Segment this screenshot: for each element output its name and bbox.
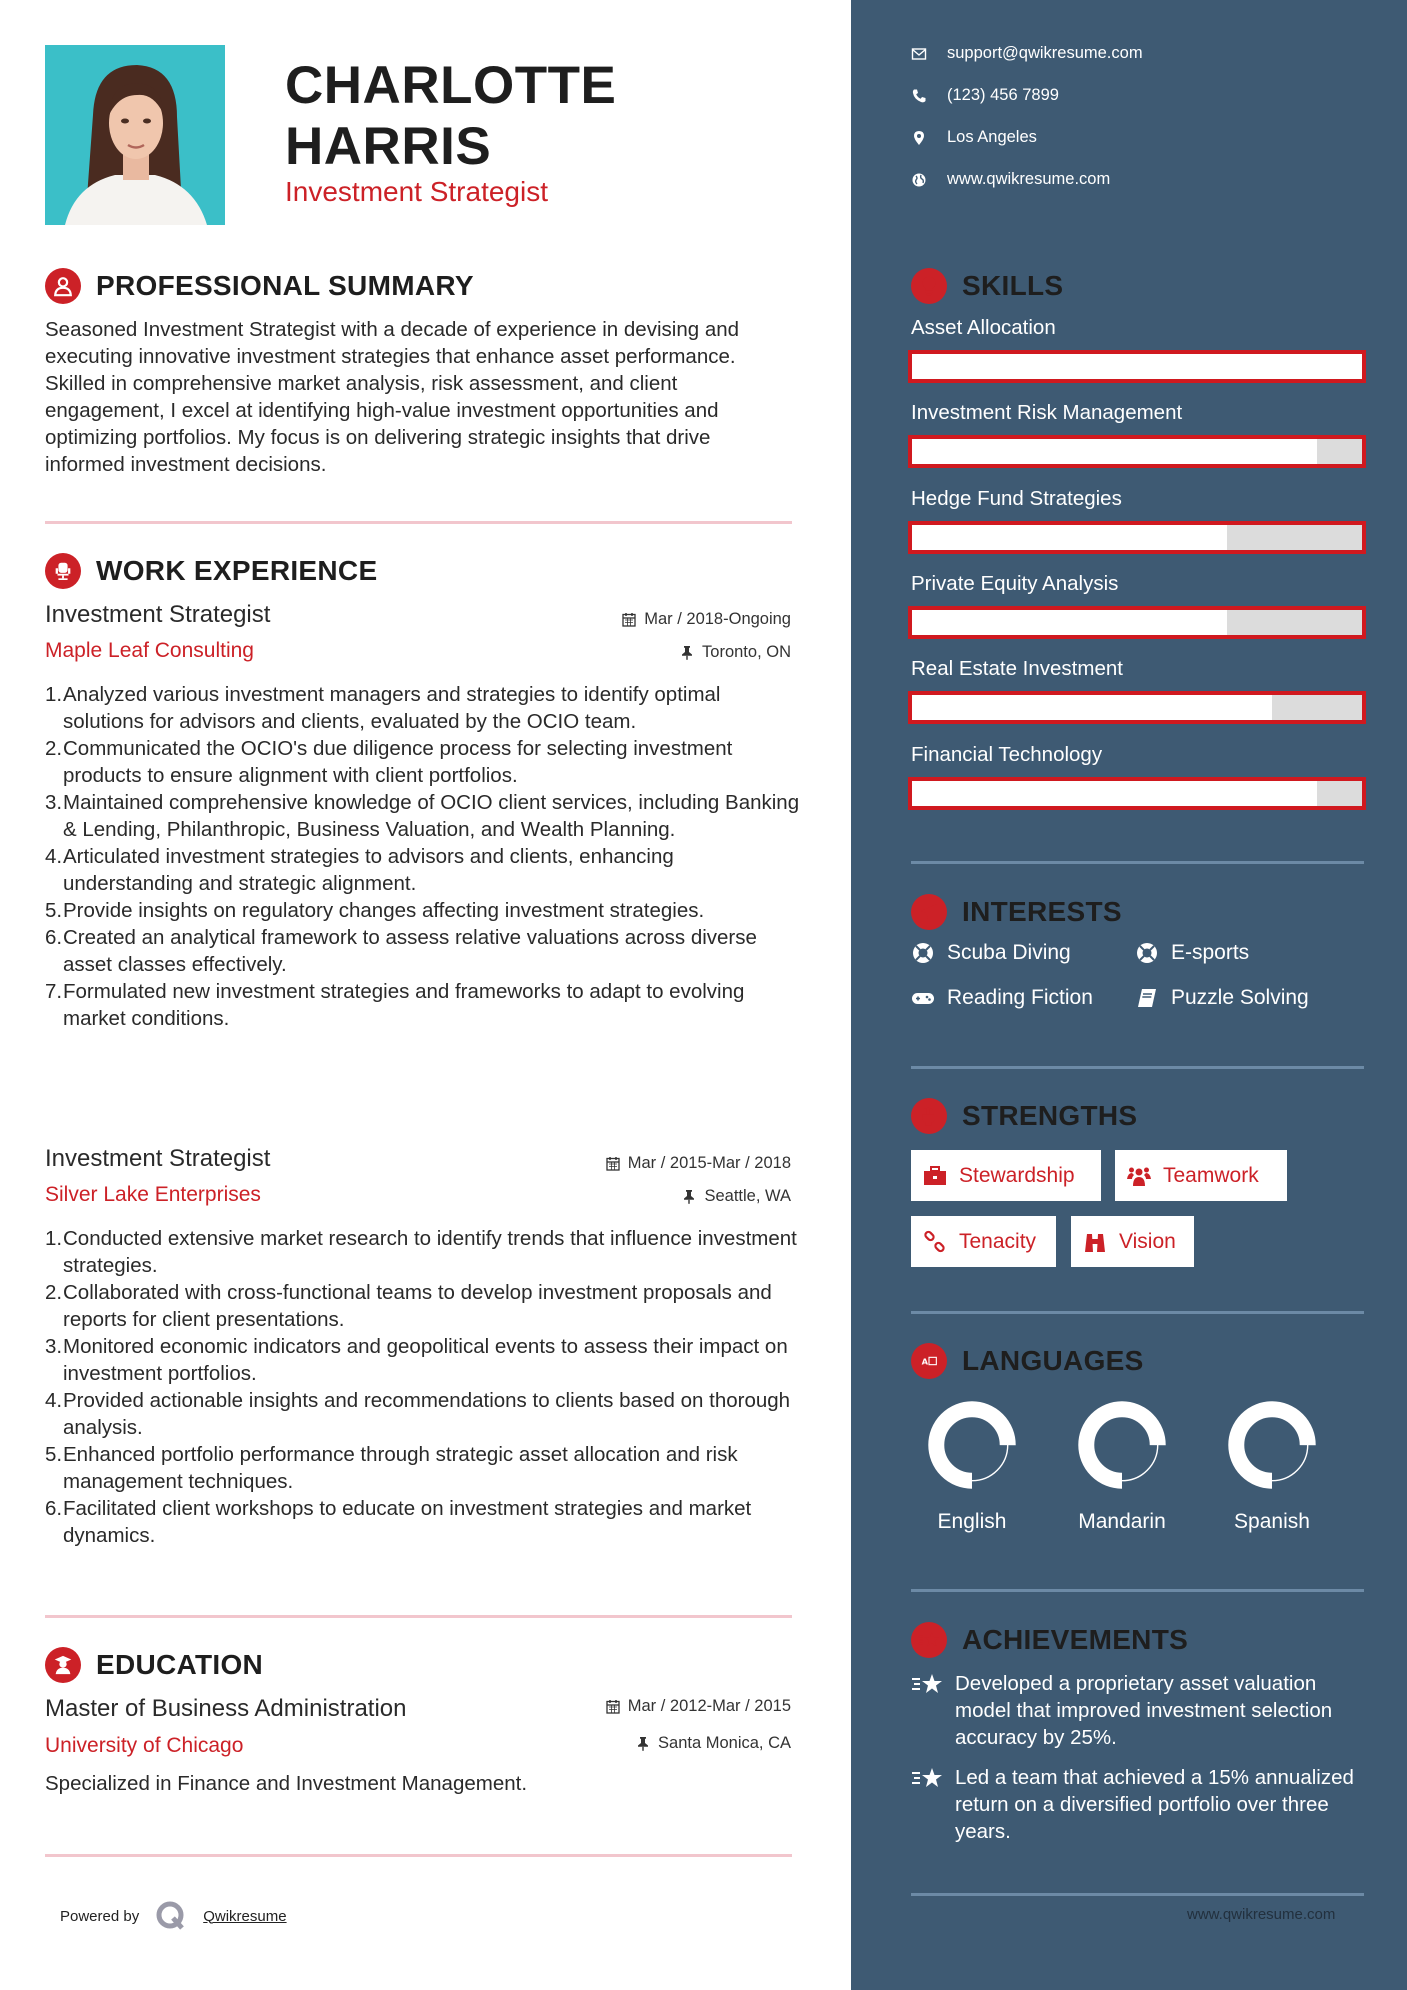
skill-fill [912,695,1272,720]
job-2-duties [45,1225,805,1549]
sidebar-divider [911,861,1364,864]
achievements-heading [911,1622,1188,1658]
job-1-duties [45,681,805,1032]
achievements-title: ACHIEVEMENTS [962,1624,1189,1655]
contact-website[interactable]: www.qwikresume.com [911,170,1110,189]
duty-item: 7. Formulated new investment strategies and frameworks to adapt to evolving market conditions. [45,980,745,1030]
contact-location: Los Angeles [911,128,1037,147]
interests-title: INTERESTS [962,896,1122,927]
phone-icon [911,88,927,104]
section-divider [45,1615,792,1618]
skill-fill [912,354,1362,379]
paper-plane-icon [911,894,947,930]
qwikresume-link[interactable]: Qwikresume [203,1907,287,1925]
user-icon [45,268,81,304]
education-school: University of Chicago [45,1734,244,1757]
interest-item: Puzzle Solving [1135,986,1309,1010]
summary-text: Seasoned Investment Strategist with a decade of experience in devising and executing innovative investment strategies that enhance asset performance. Skilled in comprehensive market analysis, risk assessment, and client engagement, I excel at identifying high-value investment opportunities and optimizing portfolios. My focus is on delivering strategic insights that drive informed investment decisions. [45,318,740,476]
lightbulb-icon [911,268,947,304]
skill-bar-asset-allocation [908,350,1366,383]
book-icon [1135,986,1159,1010]
life-ring-icon [1135,941,1159,965]
name-line-2: HARRIS [285,117,492,176]
skill-bar-investment-risk-management [908,435,1366,468]
skill-fill [912,439,1317,464]
language-donut-chart [1075,1398,1169,1492]
duty-item: 1. Conducted extensive market research to identify trends that influence investment strategies. [45,1227,797,1277]
experience-heading [45,553,377,589]
calendar-icon [606,1156,620,1171]
svg-text:A: A [921,1356,929,1367]
interest-item: Reading Fiction [911,986,1093,1010]
graduate-icon [45,1647,81,1683]
strengths-title: STRENGTHS [962,1100,1138,1131]
skill-label: Real Estate Investment [911,657,1123,680]
duty-item: 4. Provided actionable insights and recommendations to clients based on thorough analysis. [45,1389,791,1439]
experience-title: WORK EXPERIENCE [96,555,378,586]
powered-by-label: Powered by [60,1907,140,1925]
skill-bar-financial-technology [908,777,1366,810]
language-item [1202,1398,1342,1534]
language-label: Spanish [1234,1510,1310,1533]
footer-url[interactable]: www.qwikresume.com [1187,1906,1336,1923]
office-chair-icon [45,553,81,589]
fist-icon [911,1098,947,1134]
job-title-header: Investment Strategist [285,176,549,207]
skill-fill [912,610,1227,635]
achievement-item: Led a team that achieved a 15% annualized return on a diversified portfolio over three years. [911,1764,1371,1845]
contact-email[interactable]: support@qwikresume.com [911,44,1143,63]
job-2-dates: Mar / 2015-Mar / 2018 [606,1154,791,1173]
education-title: EDUCATION [96,1649,264,1680]
duty-item: 1. Analyzed various investment managers and strategies to identify optimal solutions for advisors and clients, evaluated by the OCIO team. [45,683,721,733]
gamepad-icon [911,986,935,1010]
strength-chip: Tenacity [911,1216,1056,1267]
strengths-heading [911,1098,1137,1134]
education-degree: Master of Business Administration [45,1695,407,1722]
pushpin-icon [680,645,694,660]
life-ring-icon [911,941,935,965]
interest-item: E-sports [1135,941,1249,965]
sidebar-divider [911,1893,1364,1896]
achievement-item: Developed a proprietary asset valuation model that improved investment selection accuracy by 25%. [911,1670,1371,1751]
skill-label: Private Equity Analysis [911,572,1119,595]
envelope-icon [911,46,927,62]
skills-heading [911,268,1063,304]
map-marker-icon [911,130,927,146]
education-description: Specialized in Finance and Investment Management. [45,1772,528,1795]
language-donut-chart [1225,1398,1319,1492]
powered-by [60,1900,287,1932]
job-1-title: Investment Strategist [45,601,271,628]
name-line-1: CHARLOTTE [285,56,617,115]
section-divider [45,521,792,524]
duty-item: 3. Maintained comprehensive knowledge of OCIO client services, including Banking & Lending, Philanthropic, Business Valuation, and Wealth Planning. [45,791,800,841]
shooting-star-icon [911,1672,943,1698]
person-photo-icon [45,45,225,225]
duty-item: 6. Created an analytical framework to assess relative valuations across diverse asset classes effectively. [45,926,757,976]
team-icon [1127,1164,1151,1188]
education-location: Santa Monica, CA [636,1734,791,1753]
shooting-star-icon [911,1766,943,1792]
education-dates: Mar / 2012-Mar / 2015 [606,1697,791,1716]
section-divider [45,1854,792,1857]
duty-item: 3. Monitored economic indicators and geopolitical events to assess their impact on investment portfolios. [45,1335,788,1385]
strength-chip: Vision [1071,1216,1194,1267]
briefcase-icon [923,1164,947,1188]
job-2-title: Investment Strategist [45,1145,271,1172]
job-1-company: Maple Leaf Consulting [45,639,254,662]
skill-label: Hedge Fund Strategies [911,487,1122,510]
strength-chip: Teamwork [1115,1150,1287,1201]
language-donut-chart [925,1398,1019,1492]
chain-link-icon [923,1230,947,1254]
skill-bar-hedge-fund-strategies [908,521,1366,554]
interest-item: Scuba Diving [911,941,1071,965]
job-1-dates: Mar / 2018-Ongoing [622,610,791,629]
calendar-icon [622,612,636,627]
skill-fill [912,525,1227,550]
binoculars-icon [1083,1230,1107,1254]
job-2-company: Silver Lake Enterprises [45,1183,261,1206]
skill-label: Investment Risk Management [911,401,1183,424]
duty-item: 6. Facilitated client workshops to educate on investment strategies and market dynamics. [45,1497,752,1547]
globe-icon [911,172,927,188]
summary-title: PROFESSIONAL SUMMARY [96,270,474,301]
summary-heading [45,268,474,304]
profile-photo [45,45,225,225]
job-2-location: Seattle, WA [682,1187,791,1206]
translate-icon [911,1343,947,1379]
duty-item: 4. Articulated investment strategies to advisors and clients, enhancing understanding and strategic alignment. [45,845,674,895]
strength-chip: Stewardship [911,1150,1101,1201]
skill-label: Financial Technology [911,743,1103,766]
skill-fill [912,781,1317,806]
language-label: Mandarin [1078,1510,1166,1533]
languages-heading [911,1343,1144,1379]
skills-title: SKILLS [962,270,1064,301]
language-item [902,1398,1042,1534]
contact-phone[interactable]: (123) 456 7899 [911,86,1059,105]
candidate-name [285,55,616,177]
skill-bar-private-equity-analysis [908,606,1366,639]
duty-item: 2. Communicated the OCIO's due diligence process for selecting investment products to ensure alignment with client portfolios. [45,737,733,787]
pushpin-icon [682,1189,696,1204]
job-1-location: Toronto, ON [680,643,791,662]
language-label: English [937,1510,1007,1533]
sidebar-divider [911,1589,1364,1592]
language-item [1052,1398,1192,1534]
pushpin-icon [636,1736,650,1751]
sidebar-divider [911,1311,1364,1314]
duty-item: 2. Collaborated with cross-functional teams to develop investment proposals and reports for client presentations. [45,1281,772,1331]
shooting-star-icon [911,1622,947,1658]
education-heading [45,1647,263,1683]
skill-bar-real-estate-investment [908,691,1366,724]
skill-label: Asset Allocation [911,316,1056,339]
calendar-icon [606,1699,620,1714]
qwikresume-logo-icon [155,1900,187,1932]
languages-title: LANGUAGES [962,1345,1144,1376]
sidebar-divider [911,1066,1364,1069]
interests-heading [911,894,1122,930]
duty-item: 5. Provide insights on regulatory changes affecting investment strategies. [45,899,705,922]
duty-item: 5. Enhanced portfolio performance through strategic asset allocation and risk management techniques. [45,1443,738,1493]
